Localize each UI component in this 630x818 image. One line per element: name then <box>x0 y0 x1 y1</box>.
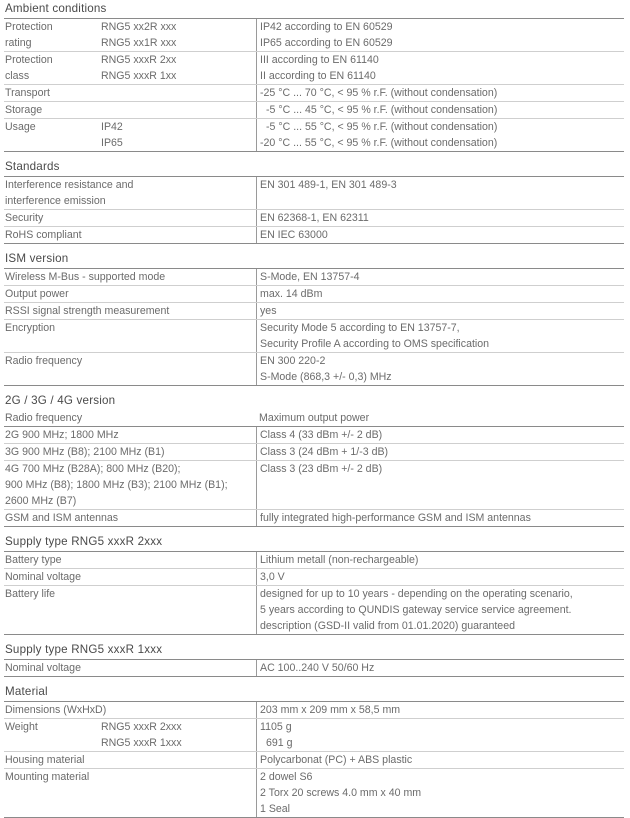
row-label: 4G 700 MHz (B28A); 800 MHz (B20); <box>5 463 181 475</box>
table-row <box>4 752 624 769</box>
row-value: -25 °C ... 70 °C, < 95 % r.F. (without condensation) <box>260 87 498 99</box>
row-value: IP65 according to EN 60529 <box>260 37 393 49</box>
table-row <box>4 569 624 586</box>
table-row <box>4 177 624 210</box>
table-row <box>4 19 624 52</box>
row-value: Polycarbonat (PC) + ABS plastic <box>260 754 413 766</box>
row-label: Nominal voltage <box>5 571 81 583</box>
table-row <box>4 286 624 303</box>
row-value: 5 years according to QUNDIS gateway service service agreement. <box>260 604 572 616</box>
row-value: III according to EN 61140 <box>260 54 379 66</box>
table-row <box>4 119 624 152</box>
table-row <box>4 719 624 752</box>
table-row <box>4 269 624 286</box>
row-value: 3,0 V <box>260 571 285 583</box>
row-label: Output power <box>5 288 69 300</box>
row-value: -20 °C ... 55 °C, < 95 % r.F. (without condensation) <box>260 137 498 149</box>
table-row <box>4 552 624 569</box>
row-label: Security <box>5 212 44 224</box>
spec-sheet <box>4 0 624 818</box>
row-sublabel: RNG5 xx2R xxx <box>101 21 177 33</box>
row-value: EN 62368-1, EN 62311 <box>260 212 369 224</box>
row-label: Interference resistance and <box>5 179 134 191</box>
row-value: 2 Torx 20 screws 4.0 mm x 40 mm <box>260 787 422 799</box>
section-title-ism: ISM version <box>4 250 624 269</box>
row-value: -5 °C ... 55 °C, < 95 % r.F. (without condensation) <box>266 121 498 133</box>
row-label: Wireless M-Bus - supported mode <box>5 271 166 283</box>
table-row <box>4 660 624 677</box>
row-label: Battery life <box>5 588 56 600</box>
row-label: Weight <box>5 721 38 733</box>
table-row <box>4 353 624 386</box>
row-value: 1 Seal <box>260 803 291 815</box>
row-value: IP42 according to EN 60529 <box>260 21 393 33</box>
section-title-ambient: Ambient conditions <box>4 0 624 19</box>
row-value: AC 100..240 V 50/60 Hz <box>260 662 375 674</box>
row-label: Usage <box>5 121 36 133</box>
row-sublabel: RNG5 xxxR 2xx <box>101 54 177 66</box>
section-title-material: Material <box>4 683 624 702</box>
row-label: GSM and ISM antennas <box>5 512 119 524</box>
row-value: II according to EN 61140 <box>260 70 376 82</box>
row-value: 1105 g <box>260 721 292 733</box>
row-sublabel: IP42 <box>101 121 123 133</box>
row-label: Mounting material <box>5 771 90 783</box>
row-value: Security Profile A according to OMS specification <box>260 338 490 350</box>
table-row <box>4 427 624 444</box>
row-label: 900 MHz (B8); 1800 MHz (B3); 2100 MHz (B1); <box>5 479 228 491</box>
row-value: description (GSD-II valid from 01.01.2020) guaranteed <box>260 620 515 632</box>
row-value: designed for up to 10 years - depending on the operating scenario, <box>260 588 573 600</box>
table-row <box>4 52 624 85</box>
row-label: class <box>5 70 30 82</box>
row-value: EN IEC 63000 <box>260 229 328 241</box>
row-value: Class 3 (24 dBm + 1/-3 dB) <box>260 446 389 458</box>
table-row <box>4 210 624 227</box>
row-value: 691 g <box>266 737 293 749</box>
row-sublabel: IP65 <box>101 137 123 149</box>
row-label: Dimensions (WxHxD) <box>5 704 107 716</box>
row-value: yes <box>260 305 277 317</box>
table-row <box>4 85 624 102</box>
row-label: 3G 900 MHz (B8); 2100 MHz (B1) <box>5 446 165 458</box>
row-label: RSSI signal strength measurement <box>5 305 170 317</box>
section-title-mobile: 2G / 3G / 4G version <box>5 394 116 407</box>
row-label: Radio frequency <box>5 355 83 367</box>
column-header: Maximum output power <box>259 412 370 424</box>
row-label: Protection <box>5 54 53 66</box>
row-label: Storage <box>5 104 43 116</box>
row-value: EN 300 220-2 <box>260 355 326 367</box>
row-label: Protection <box>5 21 53 33</box>
table-row <box>4 102 624 119</box>
row-sublabel: RNG5 xxxR 1xxx <box>101 737 182 749</box>
row-value: S-Mode, EN 13757-4 <box>260 271 360 283</box>
section-title-supply-2xxx: Supply type RNG5 xxxR 2xxx <box>4 533 624 552</box>
section-title-standards: Standards <box>4 158 624 177</box>
table-row <box>4 461 624 510</box>
table-row <box>4 320 624 353</box>
row-sublabel: RNG5 xx1R xxx <box>101 37 177 49</box>
row-label: 2G 900 MHz; 1800 MHz <box>5 429 119 441</box>
row-value: EN 301 489-1, EN 301 489-3 <box>260 179 397 191</box>
row-label: rating <box>5 37 32 49</box>
table-row <box>4 702 624 719</box>
row-label: Battery type <box>5 554 62 566</box>
row-value: Class 3 (23 dBm +/- 2 dB) <box>260 463 383 475</box>
row-value: 203 mm x 209 mm x 58,5 mm <box>260 704 401 716</box>
table-row <box>4 444 624 461</box>
table-row <box>4 510 624 527</box>
section-title-supply-1xxx: Supply type RNG5 xxxR 1xxx <box>4 641 624 660</box>
row-label: Nominal voltage <box>5 662 81 674</box>
row-sublabel: RNG5 xxxR 1xx <box>101 70 177 82</box>
row-value: Lithium metall (non-rechargeable) <box>260 554 419 566</box>
row-value: max. 14 dBm <box>260 288 323 300</box>
row-label: interference emission <box>5 195 106 207</box>
row-value: 2 dowel S6 <box>260 771 313 783</box>
row-label: 2600 MHz (B7) <box>5 495 77 507</box>
table-row <box>4 303 624 320</box>
row-label: Housing material <box>5 754 85 766</box>
row-value: S-Mode (868,3 +/- 0,3) MHz <box>260 371 392 383</box>
row-sublabel: RNG5 xxxR 2xxx <box>101 721 182 733</box>
table-row <box>4 586 624 635</box>
row-value: Class 4 (33 dBm +/- 2 dB) <box>260 429 383 441</box>
table-header-row <box>4 410 624 427</box>
row-value: -5 °C ... 45 °C, < 95 % r.F. (without condensation) <box>266 104 498 116</box>
column-header: Radio frequency <box>5 412 83 424</box>
row-value: Security Mode 5 according to EN 13757-7, <box>260 322 460 334</box>
table-row <box>4 769 624 818</box>
row-label: Transport <box>5 87 50 99</box>
row-value: fully integrated high-performance GSM and ISM antennas <box>260 512 531 524</box>
table-row <box>4 227 624 244</box>
row-label: RoHS compliant <box>5 229 82 241</box>
row-label: Encryption <box>5 322 56 334</box>
